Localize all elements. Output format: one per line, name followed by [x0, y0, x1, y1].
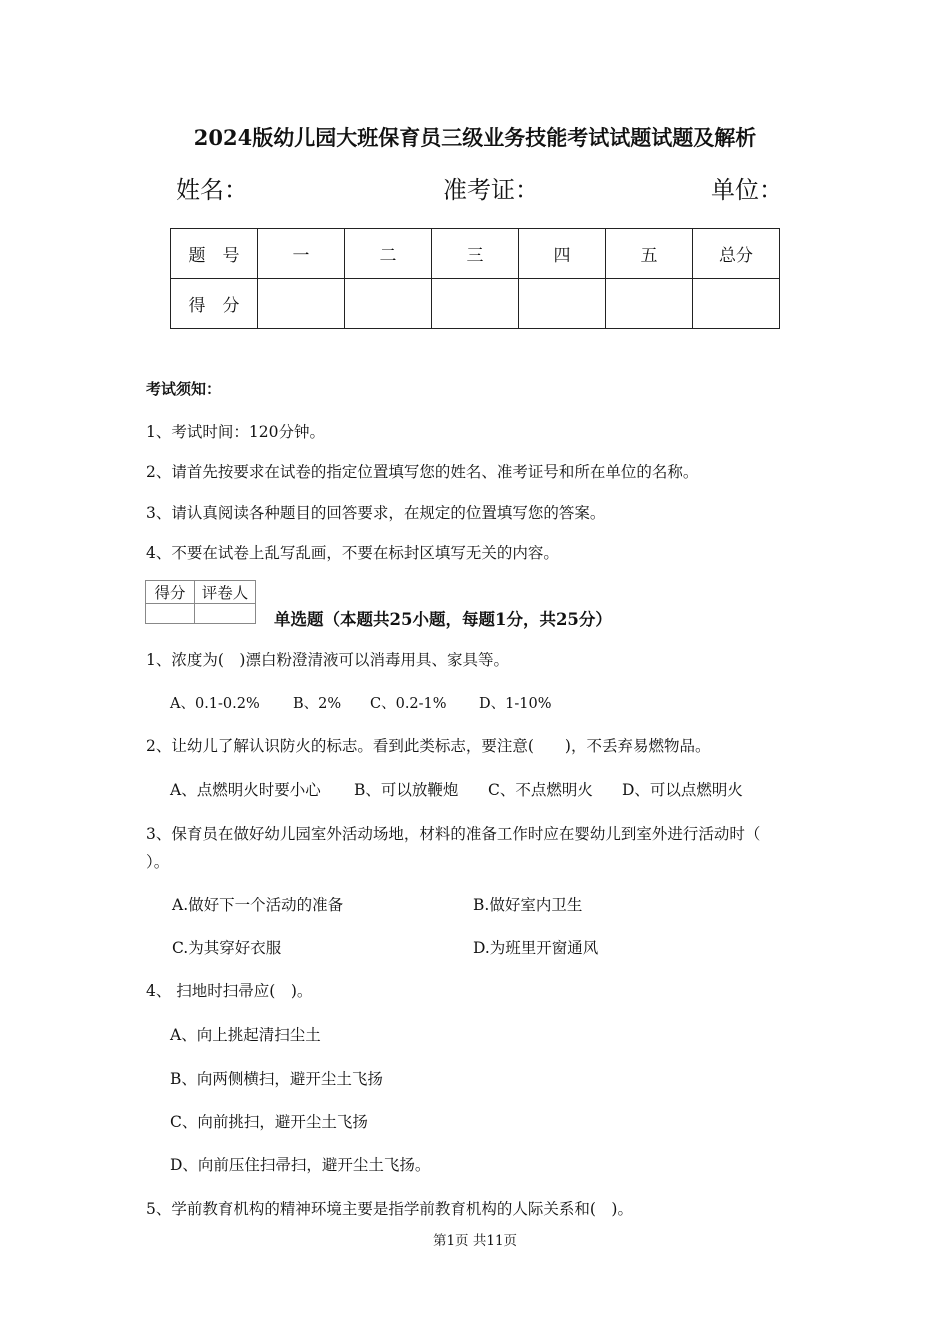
score-header-cell: 总分 — [693, 229, 780, 279]
notice-item: 4、不要在试卷上乱写乱画，不要在标封区填写无关的内容。 — [146, 544, 559, 562]
question-3-stem: 3、保育员在做好幼儿园室外活动场地，材料的准备工作时应在婴幼儿到室外进行活动时（ — [146, 825, 761, 843]
unit-field-label: 单位： — [711, 176, 783, 204]
name-field-label: 姓名： — [176, 176, 248, 204]
score-row-label: 得 分 — [171, 279, 258, 329]
question-4-option-d: D、向前压住扫帚扫，避开尘土飞扬。 — [170, 1156, 431, 1174]
question-4-option-c: C、向前挑扫，避开尘土飞扬 — [170, 1113, 368, 1131]
question-1-option-b: B、2% — [293, 696, 342, 712]
score-input-cell[interactable] — [345, 279, 432, 329]
score-header-cell: 三 — [432, 229, 519, 279]
grader-name-label: 评卷人 — [195, 581, 256, 604]
score-header-cell: 四 — [519, 229, 606, 279]
question-1-option-a: A、0.1-0.2% — [170, 696, 260, 712]
question-2-option-c: C、不点燃明火 — [488, 781, 593, 799]
score-table-header-row — [171, 229, 780, 279]
notice-item: 3、请认真阅读各种题目的回答要求，在规定的位置填写您的答案。 — [146, 504, 606, 522]
question-3-option-c: C.为其穿好衣服 — [172, 939, 282, 957]
score-header-cell: 五 — [606, 229, 693, 279]
score-input-cell[interactable] — [258, 279, 345, 329]
question-2-stem: 2、让幼儿了解认识防火的标志。看到此类标志，要注意( )，不丢弃易燃物品。 — [146, 737, 711, 755]
notice-item: 2、请首先按要求在试卷的指定位置填写您的姓名、准考证号和所在单位的名称。 — [146, 463, 699, 481]
score-input-cell[interactable] — [606, 279, 693, 329]
notice-heading: 考试须知： — [146, 380, 222, 398]
question-1-option-d: D、1-10% — [479, 696, 552, 712]
question-3-option-a: A.做好下一个活动的准备 — [172, 896, 344, 914]
question-4-stem: 4、 扫地时扫帚应( )。 — [146, 982, 313, 1000]
notice-item: 1、考试时间：120分钟。 — [146, 423, 325, 441]
page-footer: 第1页 共11页 — [432, 1233, 518, 1249]
question-3-option-b: B.做好室内卫生 — [473, 896, 583, 914]
score-table — [170, 228, 780, 329]
question-3-option-d: D.为班里开窗通风 — [473, 939, 599, 957]
question-2-option-a: A、点燃明火时要小心 — [170, 781, 321, 799]
score-header-cell: 一 — [258, 229, 345, 279]
grader-score-cell[interactable] — [146, 604, 195, 624]
grader-box — [145, 580, 256, 624]
score-input-cell[interactable] — [693, 279, 780, 329]
grader-name-cell[interactable] — [195, 604, 256, 624]
question-3-stem-cont: ）。 — [146, 853, 170, 871]
score-header-cell: 题 号 — [171, 229, 258, 279]
question-4-option-a: A、向上挑起清扫尘土 — [170, 1026, 321, 1044]
question-5-stem: 5、学前教育机构的精神环境主要是指学前教育机构的人际关系和( )。 — [146, 1200, 633, 1218]
question-2-option-b: B、可以放鞭炮 — [354, 781, 459, 799]
question-1-stem: 1、浓度为( )漂白粉澄清液可以消毒用具、家具等。 — [146, 651, 509, 669]
question-1-option-c: C、0.2-1% — [370, 696, 447, 712]
page-title: 2024版幼儿园大班保育员三级业务技能考试试题试题及解析 — [193, 125, 757, 150]
question-4-option-b: B、向两侧横扫，避开尘土飞扬 — [170, 1070, 383, 1088]
grader-score-label: 得分 — [146, 581, 195, 604]
score-header-cell: 二 — [345, 229, 432, 279]
score-table-score-row — [171, 279, 780, 329]
exam-id-field-label: 准考证： — [443, 176, 539, 204]
score-input-cell[interactable] — [519, 279, 606, 329]
section-title: 单选题（本题共25小题，每题1分，共25分） — [274, 610, 612, 629]
question-2-option-d: D、可以点燃明火 — [622, 781, 743, 799]
score-input-cell[interactable] — [432, 279, 519, 329]
